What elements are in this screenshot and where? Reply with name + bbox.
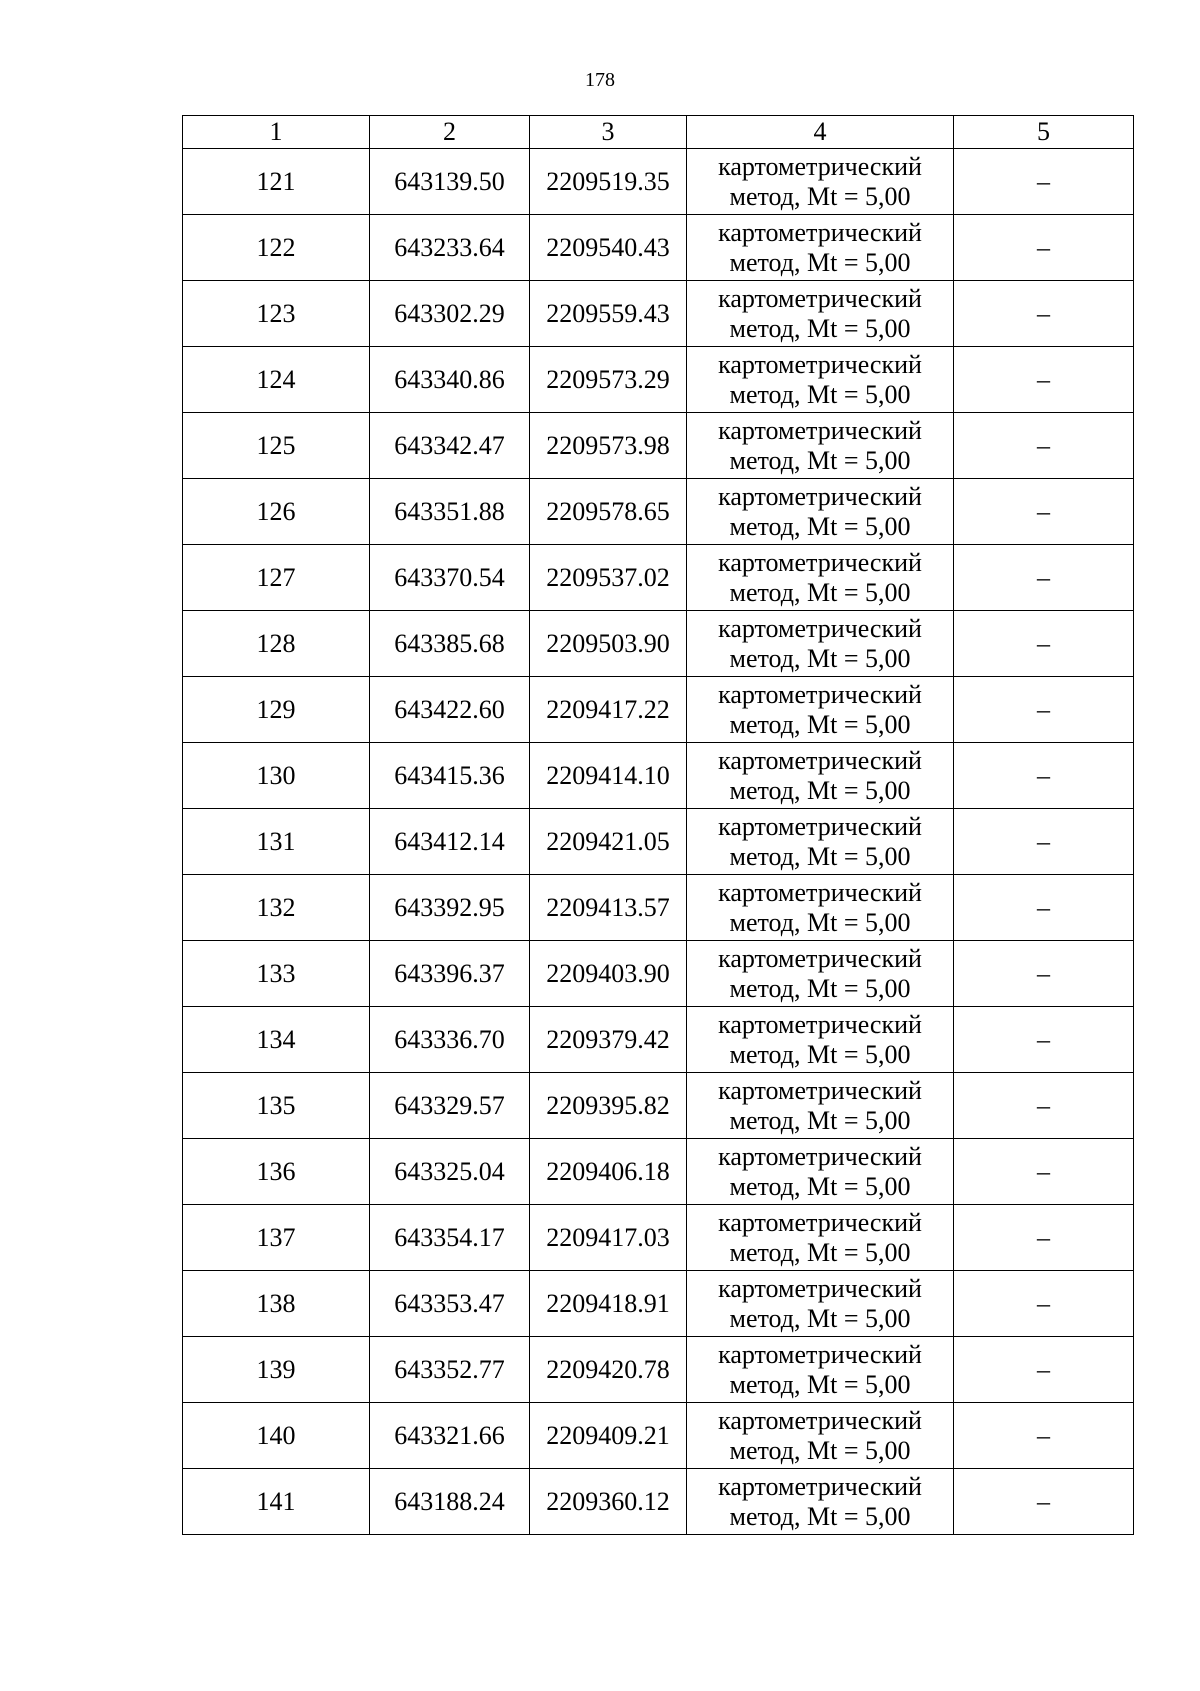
method-accuracy: метод, Mt = 5,00	[729, 973, 911, 1003]
method-cell	[687, 1007, 954, 1073]
y-coordinate-cell: 2209395.82	[530, 1073, 687, 1139]
method-accuracy: метод, Mt = 5,00	[729, 1303, 911, 1333]
note-cell: –	[954, 743, 1134, 809]
method-accuracy: метод, Mt = 5,00	[729, 775, 911, 805]
point-number-cell: 137	[183, 1205, 370, 1271]
method-accuracy: метод, Mt = 5,00	[729, 907, 911, 937]
method-cell	[687, 1073, 954, 1139]
table-row	[183, 545, 1134, 611]
note-cell: –	[954, 1403, 1134, 1469]
note-cell: –	[954, 611, 1134, 677]
y-coordinate-cell: 2209503.90	[530, 611, 687, 677]
method-name: картометрический	[718, 1075, 922, 1105]
table-row	[183, 215, 1134, 281]
y-coordinate-cell: 2209421.05	[530, 809, 687, 875]
x-coordinate-cell: 643370.54	[370, 545, 530, 611]
method-name: картометрический	[718, 877, 922, 907]
note-cell: –	[954, 215, 1134, 281]
x-coordinate-cell: 643329.57	[370, 1073, 530, 1139]
method-name: картометрический	[718, 679, 922, 709]
point-number-cell: 131	[183, 809, 370, 875]
method-accuracy: метод, Mt = 5,00	[729, 709, 911, 739]
method-accuracy: метод, Mt = 5,00	[729, 1369, 911, 1399]
x-coordinate-cell: 643415.36	[370, 743, 530, 809]
method-accuracy: метод, Mt = 5,00	[729, 1237, 911, 1267]
x-coordinate-cell: 643385.68	[370, 611, 530, 677]
x-coordinate-cell: 643422.60	[370, 677, 530, 743]
note-cell: –	[954, 479, 1134, 545]
point-number-cell: 125	[183, 413, 370, 479]
x-coordinate-cell: 643342.47	[370, 413, 530, 479]
x-coordinate-cell: 643392.95	[370, 875, 530, 941]
x-coordinate-cell: 643396.37	[370, 941, 530, 1007]
method-name: картометрический	[718, 811, 922, 841]
note-cell: –	[954, 347, 1134, 413]
x-coordinate-cell: 643351.88	[370, 479, 530, 545]
method-name: картометрический	[718, 547, 922, 577]
table-header-row	[183, 116, 1134, 149]
method-name: картометрический	[718, 943, 922, 973]
point-number-cell: 136	[183, 1139, 370, 1205]
point-number-cell: 140	[183, 1403, 370, 1469]
point-number-cell: 128	[183, 611, 370, 677]
x-coordinate-cell: 643139.50	[370, 149, 530, 215]
method-name: картометрический	[718, 1471, 922, 1501]
note-cell: –	[954, 1337, 1134, 1403]
table-row	[183, 1007, 1134, 1073]
method-name: картометрический	[718, 745, 922, 775]
method-cell	[687, 149, 954, 215]
method-accuracy: метод, Mt = 5,00	[729, 445, 911, 475]
method-cell	[687, 1205, 954, 1271]
y-coordinate-cell: 2209403.90	[530, 941, 687, 1007]
note-cell: –	[954, 875, 1134, 941]
method-accuracy: метод, Mt = 5,00	[729, 1171, 911, 1201]
y-coordinate-cell: 2209540.43	[530, 215, 687, 281]
note-cell: –	[954, 413, 1134, 479]
method-accuracy: метод, Mt = 5,00	[729, 1105, 911, 1135]
method-cell	[687, 1139, 954, 1205]
table-row	[183, 941, 1134, 1007]
note-cell: –	[954, 1007, 1134, 1073]
method-name: картометрический	[718, 1141, 922, 1171]
table-row	[183, 611, 1134, 677]
point-number-cell: 132	[183, 875, 370, 941]
method-name: картометрический	[718, 1405, 922, 1435]
point-number-cell: 139	[183, 1337, 370, 1403]
note-cell: –	[954, 941, 1134, 1007]
note-cell: –	[954, 1271, 1134, 1337]
x-coordinate-cell: 643412.14	[370, 809, 530, 875]
table-row	[183, 677, 1134, 743]
x-coordinate-cell: 643352.77	[370, 1337, 530, 1403]
method-cell	[687, 281, 954, 347]
y-coordinate-cell: 2209578.65	[530, 479, 687, 545]
table-row	[183, 1073, 1134, 1139]
y-coordinate-cell: 2209559.43	[530, 281, 687, 347]
note-cell: –	[954, 1139, 1134, 1205]
table-row	[183, 1205, 1134, 1271]
method-name: картометрический	[718, 481, 922, 511]
point-number-cell: 126	[183, 479, 370, 545]
table-row	[183, 1469, 1134, 1535]
method-name: картометрический	[718, 283, 922, 313]
method-cell	[687, 809, 954, 875]
page-number: 178	[585, 69, 615, 91]
note-cell: –	[954, 1469, 1134, 1535]
method-accuracy: метод, Mt = 5,00	[729, 643, 911, 673]
method-cell	[687, 215, 954, 281]
table-row	[183, 1403, 1134, 1469]
coordinates-table	[182, 115, 1134, 1535]
method-accuracy: метод, Mt = 5,00	[729, 841, 911, 871]
note-cell: –	[954, 281, 1134, 347]
point-number-cell: 141	[183, 1469, 370, 1535]
method-cell	[687, 875, 954, 941]
x-coordinate-cell: 643340.86	[370, 347, 530, 413]
method-cell	[687, 479, 954, 545]
y-coordinate-cell: 2209573.29	[530, 347, 687, 413]
y-coordinate-cell: 2209418.91	[530, 1271, 687, 1337]
table-row	[183, 281, 1134, 347]
point-number-cell: 134	[183, 1007, 370, 1073]
x-coordinate-cell: 643325.04	[370, 1139, 530, 1205]
method-cell	[687, 677, 954, 743]
x-coordinate-cell: 643354.17	[370, 1205, 530, 1271]
note-cell: –	[954, 1205, 1134, 1271]
x-coordinate-cell: 643353.47	[370, 1271, 530, 1337]
note-cell: –	[954, 149, 1134, 215]
method-accuracy: метод, Mt = 5,00	[729, 1435, 911, 1465]
header-cell-3: 3	[530, 116, 687, 149]
point-number-cell: 133	[183, 941, 370, 1007]
table-row	[183, 479, 1134, 545]
x-coordinate-cell: 643188.24	[370, 1469, 530, 1535]
table-row	[183, 743, 1134, 809]
point-number-cell: 124	[183, 347, 370, 413]
x-coordinate-cell: 643321.66	[370, 1403, 530, 1469]
method-cell	[687, 611, 954, 677]
y-coordinate-cell: 2209417.22	[530, 677, 687, 743]
table-row	[183, 875, 1134, 941]
point-number-cell: 127	[183, 545, 370, 611]
y-coordinate-cell: 2209519.35	[530, 149, 687, 215]
method-cell	[687, 743, 954, 809]
note-cell: –	[954, 545, 1134, 611]
method-cell	[687, 1403, 954, 1469]
point-number-cell: 121	[183, 149, 370, 215]
table-row	[183, 1271, 1134, 1337]
method-accuracy: метод, Mt = 5,00	[729, 379, 911, 409]
method-name: картометрический	[718, 1009, 922, 1039]
method-name: картометрический	[718, 1207, 922, 1237]
method-accuracy: метод, Mt = 5,00	[729, 511, 911, 541]
method-cell	[687, 545, 954, 611]
method-accuracy: метод, Mt = 5,00	[729, 313, 911, 343]
method-name: картометрический	[718, 613, 922, 643]
method-accuracy: метод, Mt = 5,00	[729, 247, 911, 277]
y-coordinate-cell: 2209379.42	[530, 1007, 687, 1073]
point-number-cell: 130	[183, 743, 370, 809]
note-cell: –	[954, 677, 1134, 743]
method-cell	[687, 941, 954, 1007]
y-coordinate-cell: 2209420.78	[530, 1337, 687, 1403]
method-name: картометрический	[718, 1339, 922, 1369]
point-number-cell: 123	[183, 281, 370, 347]
y-coordinate-cell: 2209537.02	[530, 545, 687, 611]
y-coordinate-cell: 2209417.03	[530, 1205, 687, 1271]
method-cell	[687, 413, 954, 479]
y-coordinate-cell: 2209406.18	[530, 1139, 687, 1205]
method-name: картометрический	[718, 1273, 922, 1303]
header-cell-1: 1	[183, 116, 370, 149]
method-cell	[687, 347, 954, 413]
point-number-cell: 135	[183, 1073, 370, 1139]
method-accuracy: метод, Mt = 5,00	[729, 577, 911, 607]
y-coordinate-cell: 2209360.12	[530, 1469, 687, 1535]
method-name: картометрический	[718, 415, 922, 445]
method-name: картометрический	[718, 349, 922, 379]
point-number-cell: 138	[183, 1271, 370, 1337]
method-accuracy: метод, Mt = 5,00	[729, 181, 911, 211]
note-cell: –	[954, 809, 1134, 875]
table-row	[183, 1139, 1134, 1205]
point-number-cell: 122	[183, 215, 370, 281]
x-coordinate-cell: 643302.29	[370, 281, 530, 347]
header-cell-5: 5	[954, 116, 1134, 149]
method-cell	[687, 1469, 954, 1535]
table-body	[183, 116, 1134, 1535]
method-accuracy: метод, Mt = 5,00	[729, 1501, 911, 1531]
table-row	[183, 413, 1134, 479]
y-coordinate-cell: 2209409.21	[530, 1403, 687, 1469]
table-row	[183, 347, 1134, 413]
x-coordinate-cell: 643233.64	[370, 215, 530, 281]
method-cell	[687, 1271, 954, 1337]
method-cell	[687, 1337, 954, 1403]
table-row	[183, 149, 1134, 215]
y-coordinate-cell: 2209573.98	[530, 413, 687, 479]
x-coordinate-cell: 643336.70	[370, 1007, 530, 1073]
header-cell-2: 2	[370, 116, 530, 149]
note-cell: –	[954, 1073, 1134, 1139]
method-name: картометрический	[718, 151, 922, 181]
y-coordinate-cell: 2209414.10	[530, 743, 687, 809]
header-cell-4: 4	[687, 116, 954, 149]
method-name: картометрический	[718, 217, 922, 247]
table-row	[183, 809, 1134, 875]
method-accuracy: метод, Mt = 5,00	[729, 1039, 911, 1069]
point-number-cell: 129	[183, 677, 370, 743]
table-row	[183, 1337, 1134, 1403]
y-coordinate-cell: 2209413.57	[530, 875, 687, 941]
